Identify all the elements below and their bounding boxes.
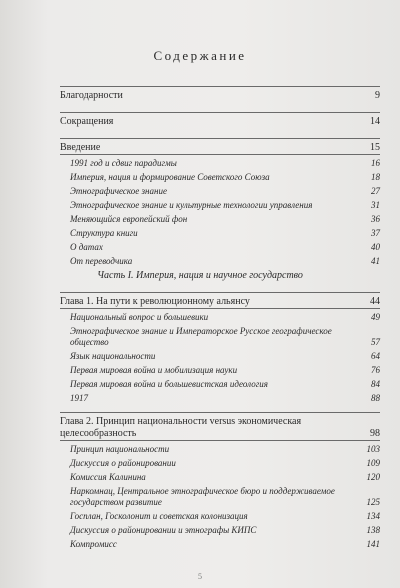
- toc-label: 1917: [70, 393, 88, 403]
- toc-label: Госплан, Госколонит и советская колонизация: [70, 511, 248, 521]
- toc-page: 103: [366, 444, 380, 454]
- toc-label: Этнографическое знание и Императорское Русское географическое общество: [70, 326, 332, 347]
- toc-page: 18: [371, 172, 380, 182]
- toc-subrow: [60, 200, 380, 211]
- toc-page: 134: [366, 511, 380, 521]
- toc-page: 120: [366, 472, 380, 482]
- toc-subrow: [60, 525, 380, 536]
- toc-label: Принцип национальности: [70, 444, 170, 454]
- part-heading: Часть I. Империя, нация и научное государство: [97, 270, 303, 281]
- toc-row: [60, 86, 380, 102]
- toc-subrow: [60, 393, 380, 404]
- toc-page: 37: [371, 228, 380, 238]
- toc-subrow: [60, 186, 380, 197]
- toc-subrow: [60, 486, 380, 508]
- toc-label: Этнографическое знание: [70, 186, 167, 196]
- toc-page: 84: [371, 379, 380, 389]
- toc-page: 141: [366, 539, 380, 549]
- toc-page: 88: [371, 393, 380, 403]
- toc-label: Глава 1. На пути к революционному альянсу: [60, 296, 250, 307]
- toc-label: Меняющийся европейский фон: [70, 214, 188, 224]
- toc-label: Дискуссия о районировании: [70, 458, 176, 468]
- toc-page: 57: [371, 337, 380, 347]
- toc-row: [60, 138, 380, 154]
- toc-subrow: [60, 365, 380, 376]
- toc-page: 36: [371, 214, 380, 224]
- toc-label: Этнографическое знание и культурные технологии управления: [70, 200, 313, 210]
- page-title: Содержание: [153, 48, 247, 63]
- toc-subrow: [60, 440, 380, 455]
- table-of-contents-part1: [60, 292, 380, 550]
- page-number: 5: [198, 572, 202, 581]
- toc-subrow: [60, 242, 380, 253]
- toc-label: Империя, нация и формирование Советского Союза: [70, 172, 270, 182]
- toc-page: 109: [366, 458, 380, 468]
- toc-subrow: [60, 228, 380, 239]
- toc-label: От переводчика: [70, 256, 133, 266]
- toc-label: Структура книги: [70, 228, 138, 238]
- toc-label: Первая мировая война и большевистская идеология: [70, 379, 268, 389]
- toc-label: Наркомнац, Центральное этнографическое бюро и поддерживаемое государством развитие: [70, 486, 335, 507]
- toc-row: [60, 112, 380, 128]
- toc-page: 31: [371, 200, 380, 210]
- toc-subrow: [60, 256, 380, 267]
- toc-label: Глава 2. Принцип национальности versus экономическая целесообразность: [60, 416, 302, 439]
- toc-subrow: [60, 308, 380, 323]
- chapter-heading: [60, 292, 380, 308]
- toc-page: 98: [370, 428, 380, 439]
- chapter-heading: [60, 412, 380, 440]
- toc-label: Введение: [60, 142, 101, 153]
- toc-page: 41: [371, 256, 380, 266]
- toc-page: 40: [371, 242, 380, 252]
- toc-page: 14: [370, 116, 380, 127]
- toc-subrow: [60, 326, 380, 348]
- toc-label: 1991 год и сдвиг парадигмы: [70, 158, 177, 168]
- toc-label: Национальный вопрос и большевики: [70, 312, 209, 322]
- toc-subrow: [60, 539, 380, 550]
- toc-page: 125: [366, 497, 380, 507]
- toc-label: Дискуссия о районировании и этнографы КИПС: [70, 525, 257, 535]
- toc-subrow: [60, 458, 380, 469]
- toc-label: Компромисс: [70, 539, 117, 549]
- toc-subrow: [60, 472, 380, 483]
- toc-subrow: [60, 379, 380, 390]
- toc-label: Первая мировая война и мобилизация науки: [70, 365, 238, 375]
- toc-page: 44: [370, 296, 380, 307]
- table-of-contents: [60, 86, 380, 267]
- toc-label: Благодарности: [60, 90, 123, 101]
- toc-page: 9: [375, 90, 380, 101]
- toc-subrow: [60, 154, 380, 169]
- toc-page: 64: [371, 351, 380, 361]
- toc-subrow: [60, 214, 380, 225]
- toc-page: 138: [366, 525, 380, 535]
- toc-label: Язык национальности: [70, 351, 156, 361]
- toc-subrow: [60, 172, 380, 183]
- toc-page: 76: [371, 365, 380, 375]
- toc-page: 15: [370, 142, 380, 153]
- toc-label: Комиссия Калинина: [70, 472, 146, 482]
- toc-page: 27: [371, 186, 380, 196]
- toc-page: 16: [371, 158, 380, 168]
- toc-label: Сокращения: [60, 116, 114, 127]
- toc-page: 49: [371, 312, 380, 322]
- toc-subrow: [60, 511, 380, 522]
- toc-label: О датах: [70, 242, 103, 252]
- toc-subrow: [60, 351, 380, 362]
